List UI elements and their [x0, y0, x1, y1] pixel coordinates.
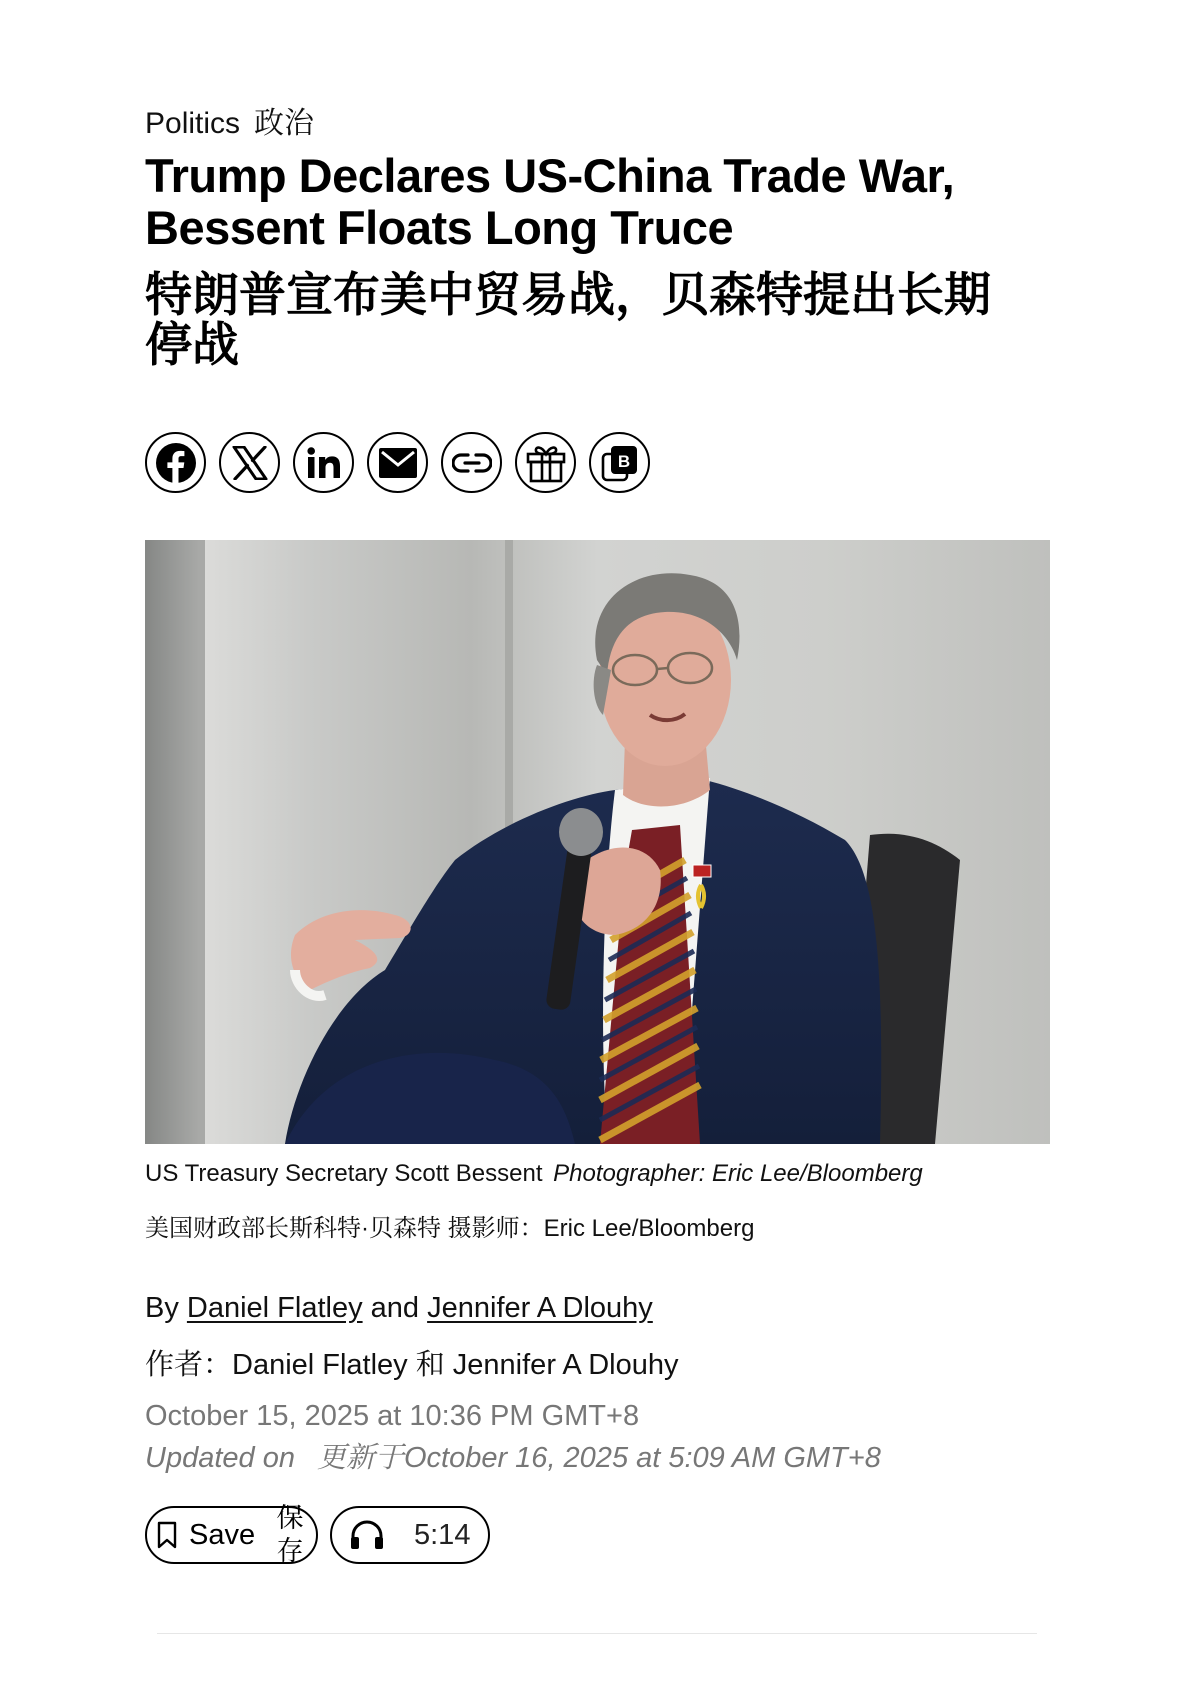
updated-date — [145, 1435, 881, 1476]
headline-en: Trump Declares US-China Trade War, Bessent Floats Long Truce — [145, 149, 955, 254]
lead-photo — [145, 540, 1050, 1144]
author-link-2[interactable]: Jennifer A Dlouhy — [427, 1292, 653, 1324]
email-icon — [379, 448, 417, 478]
photo-caption — [145, 1160, 923, 1188]
updated-value: 更新于October 16, 2025 at 5:09 AM GMT+8 — [316, 1442, 881, 1474]
category-zh: 政治 — [254, 107, 315, 140]
svg-text:B: B — [617, 451, 630, 471]
save-label: Save — [189, 1518, 256, 1551]
byline-conjunction: and — [370, 1292, 420, 1324]
photo-credit: Photographer: Eric Lee/Bloomberg — [553, 1160, 923, 1187]
bookmark-icon — [157, 1521, 177, 1549]
headline-zh: 特朗普宣布美中贸易战，贝森特提出长期停战 — [145, 268, 991, 371]
share-x-button[interactable] — [219, 432, 280, 493]
share-email-button[interactable] — [367, 432, 428, 493]
gift-article-button[interactable] — [515, 432, 576, 493]
photo-caption-zh: 美国财政部长斯科特·贝森特 摄影师：Eric Lee/Bloomberg — [145, 1215, 755, 1242]
save-button[interactable] — [145, 1503, 318, 1566]
share-bar — [145, 432, 650, 493]
byline — [145, 1292, 653, 1325]
category-en[interactable]: Politics — [145, 107, 241, 140]
share-facebook-button[interactable] — [145, 432, 206, 493]
copy-link-button[interactable] — [441, 432, 502, 493]
published-date: October 15, 2025 at 10:36 PM GMT+8 — [145, 1400, 640, 1432]
share-linkedin-button[interactable] — [293, 432, 354, 493]
updated-label: Updated on — [145, 1442, 295, 1474]
facebook-icon — [155, 442, 197, 484]
link-icon — [452, 451, 492, 475]
headphones-icon — [350, 1520, 384, 1550]
caption-text: US Treasury Secretary Scott Bessent — [145, 1160, 543, 1187]
article-actions — [145, 1503, 490, 1566]
author-link-1[interactable]: Daniel Flatley — [186, 1292, 363, 1324]
save-label-zh: 保存 — [276, 1503, 304, 1566]
linkedin-icon — [307, 447, 341, 479]
bloomberg-icon — [601, 444, 639, 482]
bloomberg-app-button[interactable] — [589, 432, 650, 493]
section-divider — [157, 1633, 1037, 1634]
gift-icon — [526, 443, 566, 483]
x-icon — [232, 446, 268, 480]
byline-zh: 作者：Daniel Flatley 和 Jennifer A Dlouhy — [145, 1349, 679, 1381]
byline-prefix: By — [145, 1292, 179, 1324]
category-label[interactable] — [145, 98, 314, 142]
listen-duration: 5:14 — [414, 1518, 471, 1551]
listen-button[interactable] — [330, 1506, 490, 1564]
